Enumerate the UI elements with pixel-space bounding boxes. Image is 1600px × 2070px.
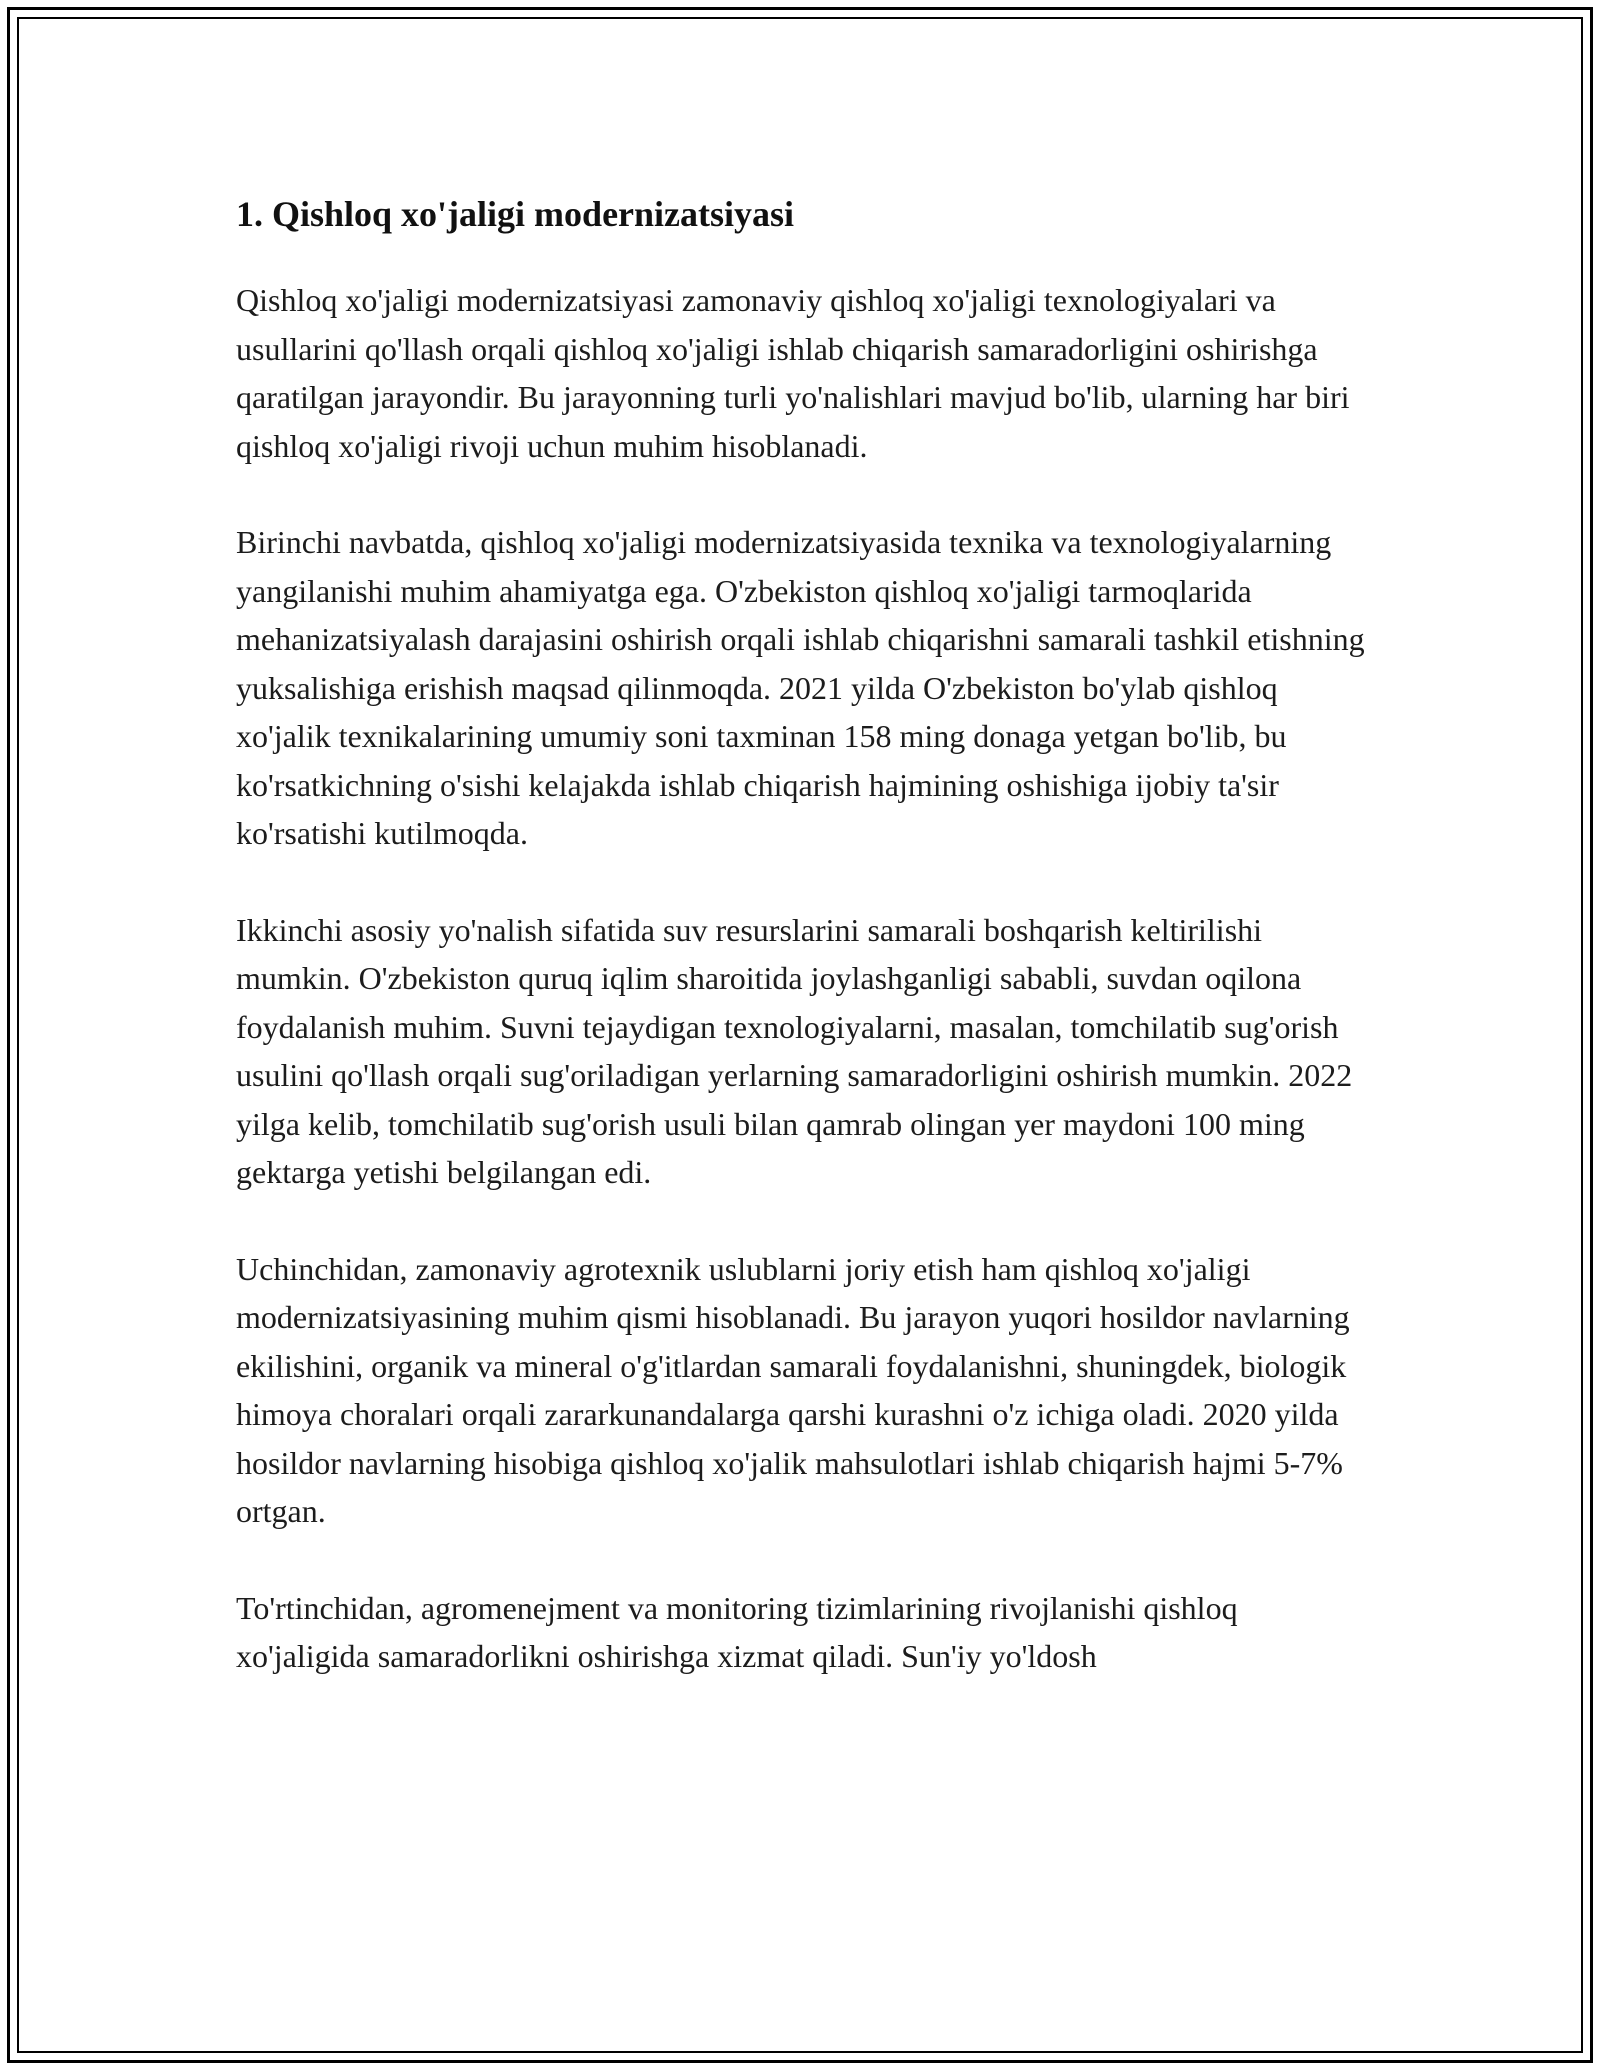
section-heading: 1. Qishloq xo'jaligi modernizatsiyasi [236, 194, 795, 234]
paragraph-intro: Qishloq xo'jaligi modernizatsiyasi zamonaviy qishloq xo'jaligi texnologiyalari va usullarini qo'llash orqali qishloq xo'jaligi ishlab chiqarish samaradorligini oshirishga qaratilgan jarayondir. Bu jarayonning turli yo'nalishlari mavjud bo'lib, ularning har biri qishloq xo'jaligi rivoji uchun muhim hisoblanadi. [236, 282, 1350, 464]
paragraph-fourth-direction: To'rtinchidan, agromenejment va monitoring tizimlarining rivojlanishi qishloq xo'jaligida samaradorlikni oshirishga xizmat qiladi. Sun'iy yo'ldosh [236, 1589, 1238, 1674]
paragraph-first-direction: Birinchi navbatda, qishloq xo'jaligi modernizatsiyasida texnika va texnologiyalarning yangilanishi muhim ahamiyatga ega. O'zbekiston qishloq xo'jaligi tarmoqlarida mehanizatsiyalash darajasini oshirish orqali ishlab chiqarishni samarali tashkil etishning yuksalishiga erishish maqsad qilinmoqda. 2021 yilda O'zbekiston bo'ylab qishloq xo'jalik texnikalarining umumiy soni taxminan 158 ming donaga yetgan bo'lib, bu ko'rsatkichning o'sishi kelajakda ishlab chiqarish hajmining oshishiga ijobiy ta'sir ko'rsatishi kutilmoqda. [236, 524, 1365, 851]
paragraph-third-direction: Uchinchidan, zamonaviy agrotexnik uslublarni joriy etish ham qishloq xo'jaligi modernizatsiyasining muhim qismi hisoblanadi. Bu jarayon yuqori hosildor navlarning ekilishini, organik va mineral o'g'itlardan samarali foydalanishni, shuningdek, biologik himoya choralari orqali zararkunandalarga qarshi kurashni o'z ichiga oladi. 2020 yilda hosildor navlarning hisobiga qishloq xo'jalik mahsulotlari ishlab chiqarish hajmi 5-7% ortgan. [236, 1250, 1350, 1529]
paragraph-second-direction: Ikkinchi asosiy yo'nalish sifatida suv resurslarini samarali boshqarish keltirilishi mumkin. O'zbekiston quruq iqlim sharoitida joylashganligi sababli, suvdan oqilona foydalanish muhim. Suvni tejaydigan texnologiyalarni, masalan, tomchilatib sug'orish usulini qo'llash orqali sug'oriladigan yerlarning samaradorligini oshirish mumkin. 2022 yilga kelib, tomchilatib sug'orish usuli bilan qamrab olingan yer maydoni 100 ming gektarga yetishi belgilangan edi. [236, 911, 1353, 1190]
document-body [236, 186, 1366, 1729]
